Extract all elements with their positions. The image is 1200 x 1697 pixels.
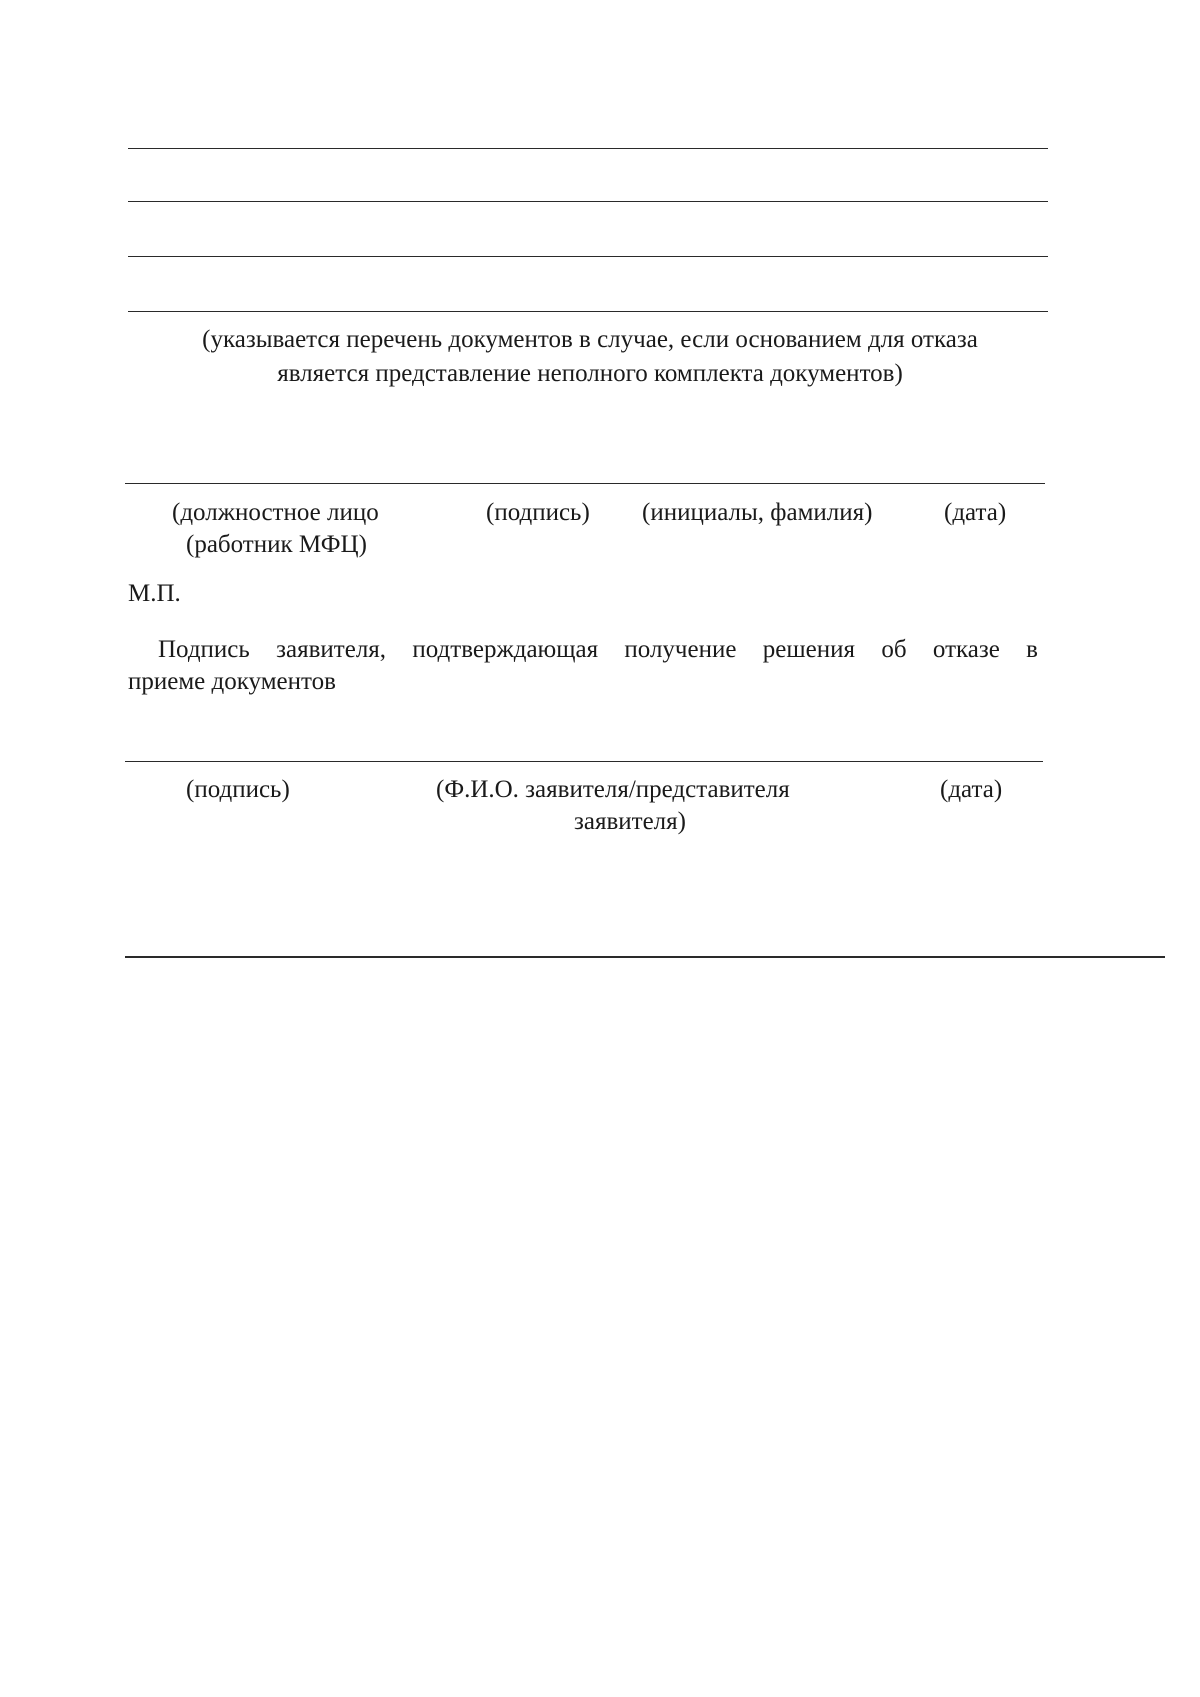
official-position-label-2: (работник МФЦ) <box>186 531 367 558</box>
official-position-label-1: (должностное лицо <box>172 499 379 526</box>
blank-line-1 <box>128 148 1048 149</box>
official-signature-label: (подпись) <box>486 499 590 526</box>
applicant-name-label-2: заявителя) <box>574 808 686 835</box>
applicant-signature-label: (подпись) <box>186 776 290 803</box>
note-line-2: является представление неполного комплекта документов) <box>277 360 903 387</box>
applicant-signature-line <box>125 761 1043 762</box>
applicant-date-label: (дата) <box>940 776 1003 803</box>
blank-line-3 <box>128 256 1048 257</box>
official-date-label: (дата) <box>944 499 1007 526</box>
blank-line-4 <box>128 311 1048 312</box>
official-signature-line <box>125 483 1045 484</box>
blank-line-2 <box>128 201 1048 202</box>
stamp-label: М.П. <box>128 580 181 607</box>
applicant-text-line-2: приеме документов <box>128 668 336 695</box>
official-initials-label: (инициалы, фамилия) <box>642 499 873 526</box>
closing-separator-line <box>125 956 1165 958</box>
applicant-text-line-1: Подпись заявителя, подтверждающая получение решения об отказе в <box>158 636 1038 663</box>
note-line-1: (указывается перечень документов в случае, если основанием для отказа <box>202 326 978 353</box>
applicant-name-label-1: (Ф.И.О. заявителя/представителя <box>436 776 790 803</box>
